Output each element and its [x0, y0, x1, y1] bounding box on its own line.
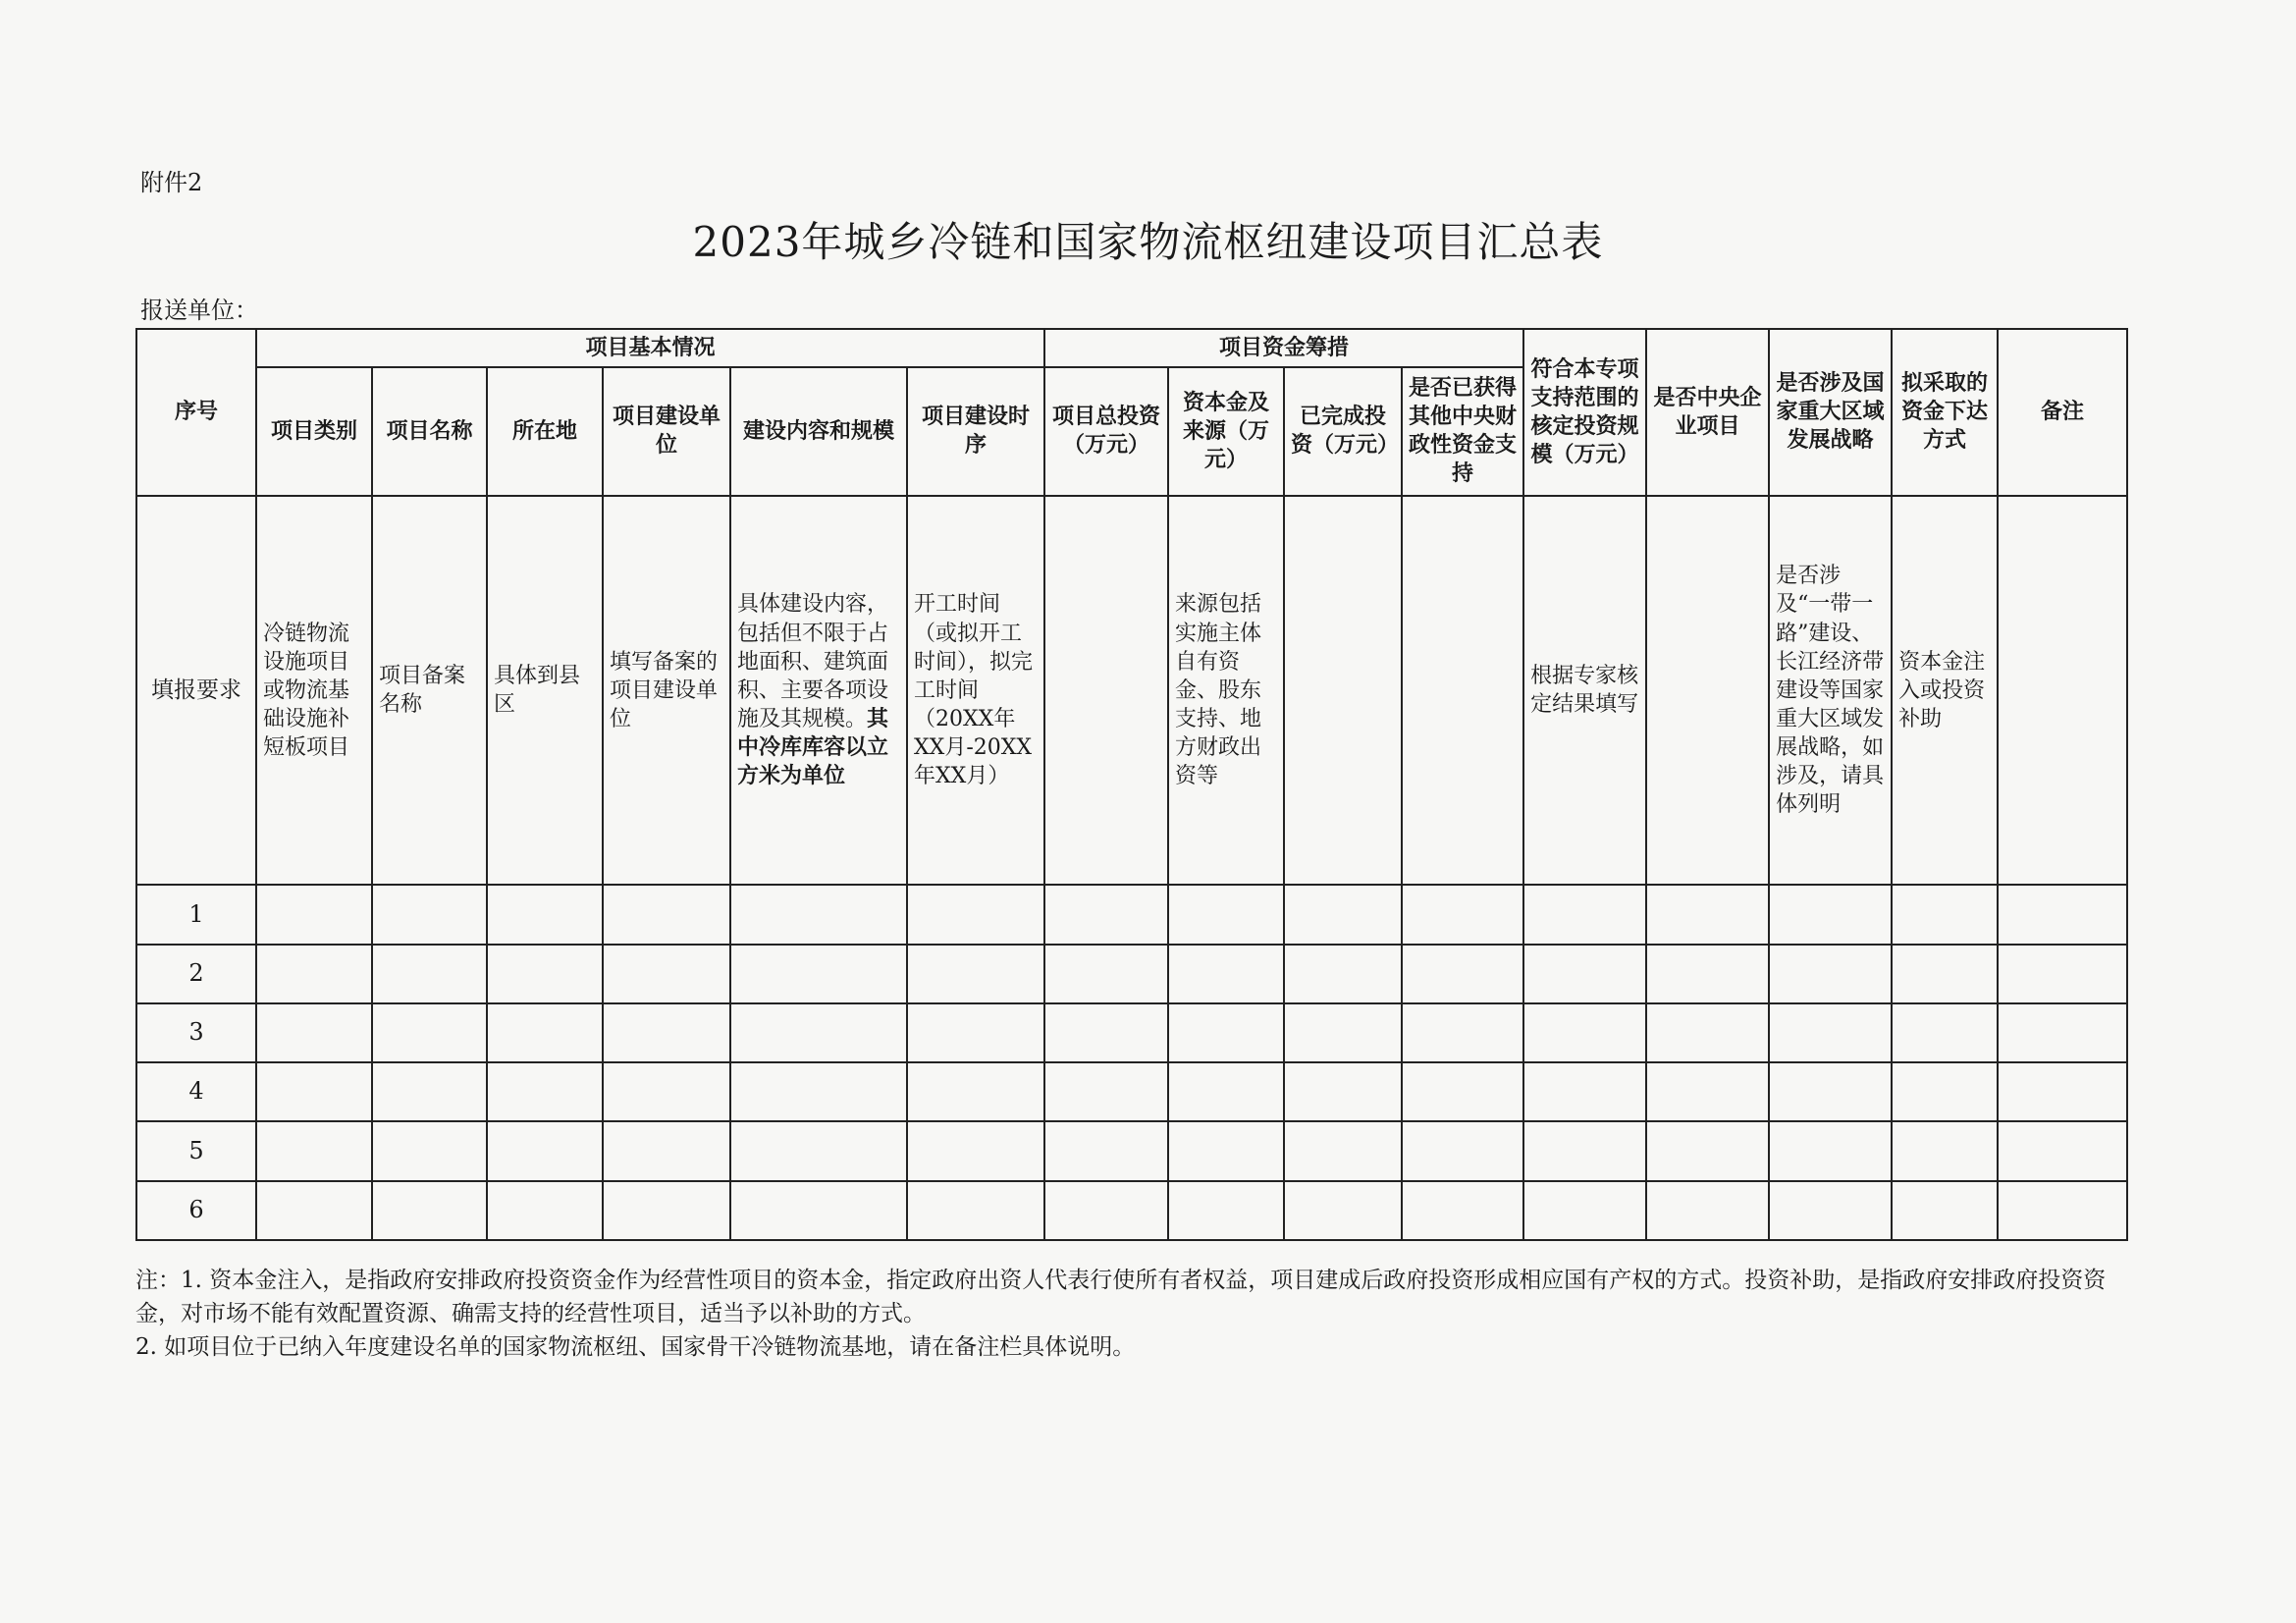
table-row	[136, 885, 2127, 944]
row-index: 1	[136, 885, 256, 944]
table-cell[interactable]	[1044, 885, 1168, 944]
req-name: 项目备案名称	[372, 496, 487, 886]
table-cell[interactable]	[1769, 1181, 1892, 1240]
table-row	[136, 1003, 2127, 1062]
requirements-row	[136, 496, 2127, 886]
table-cell[interactable]	[487, 1181, 603, 1240]
table-cell[interactable]	[603, 1003, 730, 1062]
req-capital: 来源包括实施主体自有资金、股东支持、地方财政出资等	[1168, 496, 1284, 886]
table-cell[interactable]	[1044, 1181, 1168, 1240]
table-cell[interactable]	[487, 1003, 603, 1062]
table-cell[interactable]	[1646, 1003, 1769, 1062]
table-cell[interactable]	[1769, 945, 1892, 1003]
header-fund-method: 拟采取的资金下达方式	[1892, 329, 1998, 496]
req-scale: 根据专家核定结果填写	[1523, 496, 1646, 886]
table-cell[interactable]	[730, 1003, 907, 1062]
table-cell[interactable]	[1769, 1121, 1892, 1180]
table-cell[interactable]	[1769, 1003, 1892, 1062]
table-cell[interactable]	[1646, 1181, 1769, 1240]
table-cell[interactable]	[1044, 1062, 1168, 1121]
req-soe	[1646, 496, 1769, 886]
header-approved-scale: 符合本专项支持范围的核定投资规模（万元）	[1523, 329, 1646, 496]
table-cell[interactable]	[256, 1121, 372, 1180]
table-cell[interactable]	[1284, 945, 1402, 1003]
table-cell[interactable]	[1998, 1062, 2127, 1121]
table-cell[interactable]	[1892, 1121, 1998, 1180]
table-cell[interactable]	[1168, 885, 1284, 944]
table-cell[interactable]	[907, 885, 1044, 944]
table-cell[interactable]	[1168, 1181, 1284, 1240]
table-cell[interactable]	[1646, 1062, 1769, 1121]
table-cell[interactable]	[372, 1181, 487, 1240]
note-1: 注：1. 资本金注入，是指政府安排政府投资资金作为经营性项目的资本金，指定政府出资人代表行使所有者权益，项目建成后政府投资形成相应国有产权的方式。投资补助，是指政府安排政府投资资金，对市场不能有效配置资源、确需支持的经营性项目，适当予以补助的方式。	[135, 1268, 2107, 1327]
table-cell[interactable]	[1892, 1062, 1998, 1121]
table-cell[interactable]	[487, 1121, 603, 1180]
table-cell[interactable]	[730, 1062, 907, 1121]
table-cell[interactable]	[372, 1121, 487, 1180]
table-row	[136, 1121, 2127, 1180]
table-cell[interactable]	[1523, 1181, 1646, 1240]
table-cell[interactable]	[603, 1181, 730, 1240]
table-cell[interactable]	[1998, 1181, 2127, 1240]
table-cell[interactable]	[256, 885, 372, 944]
table-cell[interactable]	[603, 885, 730, 944]
header-capital-source: 资本金及来源（万元）	[1168, 367, 1284, 496]
table-cell[interactable]	[1769, 885, 1892, 944]
table-cell[interactable]	[1892, 1003, 1998, 1062]
header-total-investment: 项目总投资（万元）	[1044, 367, 1168, 496]
header-group-basic: 项目基本情况	[256, 329, 1044, 367]
req-category: 冷链物流设施项目或物流基础设施补短板项目	[256, 496, 372, 886]
req-content	[730, 496, 907, 886]
table-row	[136, 1181, 2127, 1240]
header-seq: 序号	[136, 329, 256, 496]
table-cell[interactable]	[256, 1003, 372, 1062]
table-cell[interactable]	[907, 1062, 1044, 1121]
header-project-name: 项目名称	[372, 367, 487, 496]
table-cell[interactable]	[1168, 1003, 1284, 1062]
table-cell[interactable]	[1998, 1003, 2127, 1062]
req-completed	[1284, 496, 1402, 886]
req-remark	[1998, 496, 2127, 886]
header-regional-strategy: 是否涉及国家重大区域发展战略	[1769, 329, 1892, 496]
header-builder: 项目建设单位	[603, 367, 730, 496]
table-cell[interactable]	[1523, 885, 1646, 944]
table-cell[interactable]	[1769, 1062, 1892, 1121]
header-completed-investment: 已完成投资（万元）	[1284, 367, 1402, 496]
table-cell[interactable]	[1402, 885, 1523, 944]
table-cell[interactable]	[1646, 1121, 1769, 1180]
table-cell[interactable]	[1523, 1121, 1646, 1180]
req-location: 具体到县区	[487, 496, 603, 886]
table-cell[interactable]	[1044, 1003, 1168, 1062]
table-cell[interactable]	[1402, 945, 1523, 1003]
table-cell[interactable]	[487, 1062, 603, 1121]
table-cell[interactable]	[730, 885, 907, 944]
table-cell[interactable]	[1523, 945, 1646, 1003]
notes	[135, 1264, 2128, 1364]
table-row	[136, 945, 2127, 1003]
attachment-label: 附件2	[140, 169, 203, 196]
table-cell[interactable]	[603, 1121, 730, 1180]
table-cell[interactable]	[1646, 945, 1769, 1003]
table-cell[interactable]	[256, 1062, 372, 1121]
table-cell[interactable]	[1284, 885, 1402, 944]
table-cell[interactable]	[1044, 945, 1168, 1003]
req-label: 填报要求	[136, 496, 256, 886]
table-cell[interactable]	[730, 1121, 907, 1180]
table-cell[interactable]	[603, 1062, 730, 1121]
table-cell[interactable]	[1284, 1121, 1402, 1180]
table-cell[interactable]	[1523, 1003, 1646, 1062]
table-cell[interactable]	[1523, 1062, 1646, 1121]
table-cell[interactable]	[256, 945, 372, 1003]
header-group-funds: 项目资金筹措	[1044, 329, 1523, 367]
table-cell[interactable]	[1998, 1121, 2127, 1180]
table-cell[interactable]	[603, 945, 730, 1003]
table-cell[interactable]	[730, 1181, 907, 1240]
table-cell[interactable]	[1998, 885, 2127, 944]
table-cell[interactable]	[1998, 945, 2127, 1003]
row-index: 5	[136, 1121, 256, 1180]
table-cell[interactable]	[487, 945, 603, 1003]
table-cell[interactable]	[1646, 885, 1769, 944]
req-content-text: 具体建设内容，包括但不限于占地面积、建筑面积、主要各项设施及其规模。	[737, 592, 889, 731]
row-index: 3	[136, 1003, 256, 1062]
header-content: 建设内容和规模	[730, 367, 907, 496]
report-unit-label: 报送单位：	[140, 297, 258, 324]
table-cell[interactable]	[372, 885, 487, 944]
req-strategy: 是否涉及“一带一路”建设、长江经济带建设等国家重大区域发展战略，如涉及，请具体列明	[1769, 496, 1892, 886]
table-cell[interactable]	[372, 1003, 487, 1062]
req-total	[1044, 496, 1168, 886]
header-central-soe: 是否中央企业项目	[1646, 329, 1769, 496]
summary-table	[135, 328, 2128, 1241]
table-cell[interactable]	[372, 1062, 487, 1121]
table-cell[interactable]	[487, 885, 603, 944]
req-builder: 填写备案的项目建设单位	[603, 496, 730, 886]
header-category: 项目类别	[256, 367, 372, 496]
row-index: 4	[136, 1062, 256, 1121]
table-cell[interactable]	[907, 1121, 1044, 1180]
document-title: 2023年城乡冷链和国家物流枢纽建设项目汇总表	[692, 218, 1604, 266]
table-cell[interactable]	[907, 945, 1044, 1003]
header-central-funds: 是否已获得其他中央财政性资金支持	[1402, 367, 1523, 496]
table-cell[interactable]	[1168, 1121, 1284, 1180]
table-cell[interactable]	[1044, 1121, 1168, 1180]
header-remark: 备注	[1998, 329, 2127, 496]
note-2: 2. 如项目位于已纳入年度建设名单的国家物流枢纽、国家骨干冷链物流基地，请在备注栏具体说明。	[135, 1334, 1136, 1361]
table-cell[interactable]	[1402, 1003, 1523, 1062]
header-timeline: 项目建设时序	[907, 367, 1044, 496]
table-cell[interactable]	[1892, 885, 1998, 944]
req-central	[1402, 496, 1523, 886]
table-cell[interactable]	[1284, 1003, 1402, 1062]
table-cell[interactable]	[907, 1181, 1044, 1240]
table-cell[interactable]	[1168, 945, 1284, 1003]
table-cell[interactable]	[1402, 1121, 1523, 1180]
table-cell[interactable]	[1168, 1062, 1284, 1121]
table-row	[136, 1062, 2127, 1121]
table-cell[interactable]	[1284, 1181, 1402, 1240]
table-cell[interactable]	[730, 945, 907, 1003]
req-method: 资本金注入或投资补助	[1892, 496, 1998, 886]
table-cell[interactable]	[1402, 1062, 1523, 1121]
table-cell[interactable]	[1892, 1181, 1998, 1240]
table-cell[interactable]	[907, 1003, 1044, 1062]
row-index: 6	[136, 1181, 256, 1240]
table-cell[interactable]	[1892, 945, 1998, 1003]
table-cell[interactable]	[256, 1181, 372, 1240]
table-cell[interactable]	[372, 945, 487, 1003]
header-location: 所在地	[487, 367, 603, 496]
req-timeline: 开工时间（或拟开工时间），拟完工时间（20XX年XX月-20XX年XX月）	[907, 496, 1044, 886]
table-cell[interactable]	[1284, 1062, 1402, 1121]
table-cell[interactable]	[1402, 1181, 1523, 1240]
req-content-bold-text: 其中冷库库容以立方米为单位	[737, 705, 889, 788]
row-index: 2	[136, 945, 256, 1003]
